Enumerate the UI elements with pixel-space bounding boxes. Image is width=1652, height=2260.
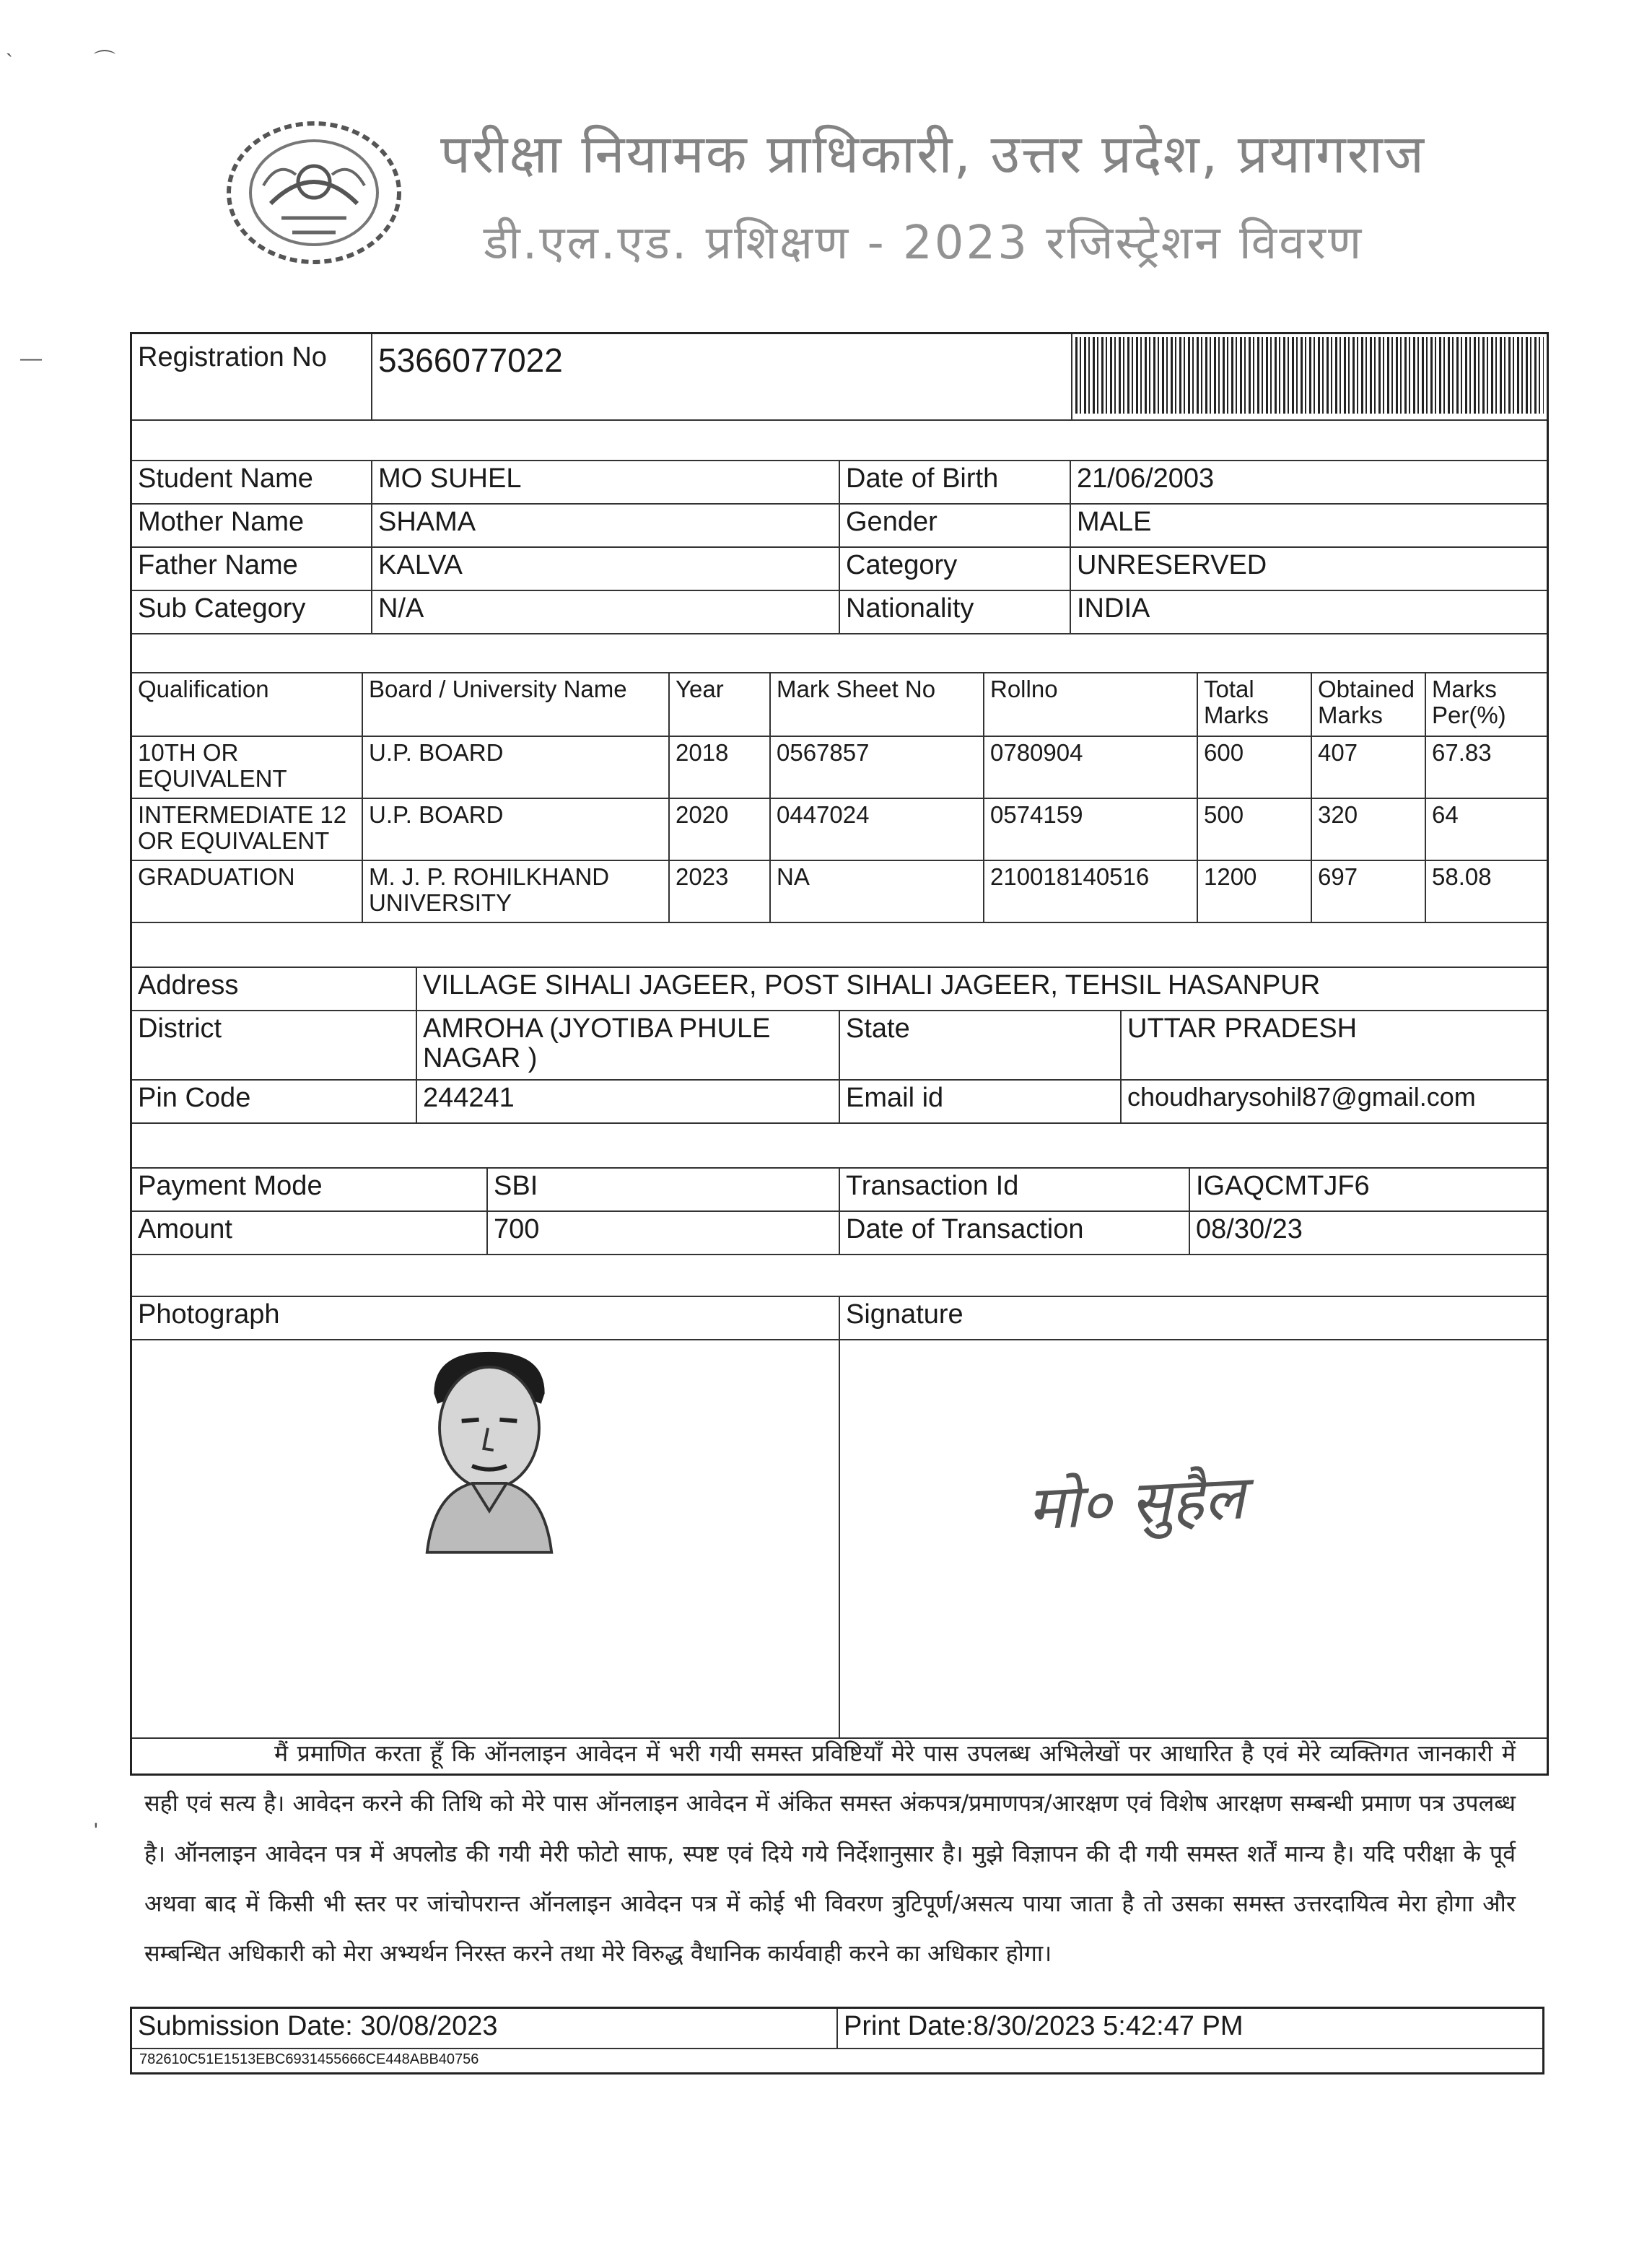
gender-label: Gender bbox=[840, 505, 1071, 546]
father-name-value: KALVA bbox=[372, 548, 840, 590]
qual-col-rollno: Rollno bbox=[984, 673, 1198, 736]
qual-col-total: Total Marks bbox=[1198, 673, 1312, 736]
qual-cell: 0567857 bbox=[771, 737, 984, 798]
table-row bbox=[132, 737, 1547, 799]
category-value: UNRESERVED bbox=[1077, 550, 1267, 580]
payment-row-1 bbox=[132, 1169, 1547, 1212]
district-row bbox=[132, 1011, 1547, 1081]
photograph-label: Photograph bbox=[132, 1297, 840, 1339]
qual-cell: INTERMEDIATE 12 OR EQUIVALENT bbox=[132, 799, 363, 860]
district-value: AMROHA (JYOTIBA PHULE NAGAR ) bbox=[417, 1011, 840, 1079]
state-label: State bbox=[840, 1011, 1122, 1079]
document-hash: 782610C51E1513EBC6931455666CE448ABB40756 bbox=[139, 2051, 479, 2067]
district-label: District bbox=[132, 1011, 417, 1079]
state-emblem-seal bbox=[220, 117, 408, 269]
transaction-date-value: 08/30/23 bbox=[1196, 1214, 1303, 1244]
qualification-header-row bbox=[132, 673, 1547, 737]
signature-cell bbox=[840, 1340, 1547, 1737]
qual-cell: 210018140516 bbox=[984, 861, 1198, 922]
qual-col-year: Year bbox=[670, 673, 771, 736]
document-header bbox=[224, 101, 1508, 303]
qual-cell: 64 bbox=[1432, 801, 1459, 828]
student-name-label: Student Name bbox=[132, 461, 372, 503]
category-label: Category bbox=[840, 548, 1071, 590]
qual-cell: 320 bbox=[1312, 799, 1426, 860]
qual-col-marksheet: Mark Sheet No bbox=[771, 673, 984, 736]
sub-category-label: Sub Category bbox=[132, 591, 372, 633]
transaction-id-value: IGAQCMTJF6 bbox=[1196, 1171, 1370, 1201]
state-value: UTTAR PRADESH bbox=[1127, 1013, 1358, 1044]
submission-date: Submission Date: 30/08/2023 bbox=[132, 2009, 838, 2048]
qual-cell: 0447024 bbox=[771, 799, 984, 860]
spacer-row bbox=[132, 923, 1547, 968]
qual-cell: M. J. P. ROHILKHAND UNIVERSITY bbox=[363, 861, 670, 922]
email-value: choudharysohil87@gmail.com bbox=[1127, 1082, 1476, 1112]
qual-cell: GRADUATION bbox=[132, 861, 363, 922]
qual-cell: 2023 bbox=[670, 861, 771, 922]
transaction-id-label: Transaction Id bbox=[840, 1169, 1190, 1210]
spacer-row bbox=[132, 1124, 1547, 1169]
pin-email-row bbox=[132, 1081, 1547, 1124]
registration-number: 5366077022 bbox=[372, 334, 1072, 419]
qual-cell: NA bbox=[771, 861, 984, 922]
qual-cell: 0780904 bbox=[984, 737, 1198, 798]
qual-cell: 0574159 bbox=[984, 799, 1198, 860]
payment-mode-value: SBI bbox=[488, 1169, 840, 1210]
registration-form bbox=[130, 332, 1549, 1776]
barcode-cell bbox=[1072, 334, 1547, 419]
nationality-label: Nationality bbox=[840, 591, 1071, 633]
spacer-row bbox=[132, 634, 1547, 673]
qual-cell: 58.08 bbox=[1432, 863, 1492, 890]
media-label-row bbox=[132, 1297, 1547, 1340]
qual-cell: 10TH OR EQUIVALENT bbox=[132, 737, 363, 798]
authority-title: परीक्षा नियामक प्राधिकारी, उत्तर प्रदेश, प्रयागराज bbox=[440, 123, 1425, 186]
table-row bbox=[132, 861, 1547, 923]
media-row bbox=[132, 1340, 1547, 1739]
hash-row bbox=[132, 2049, 1542, 2072]
father-name-label: Father Name bbox=[132, 548, 372, 590]
qual-cell: 600 bbox=[1198, 737, 1312, 798]
applicant-photo bbox=[406, 1340, 572, 1557]
amount-value: 700 bbox=[488, 1212, 840, 1254]
student-name-value: MO SUHEL bbox=[372, 461, 840, 503]
email-label: Email id bbox=[840, 1081, 1122, 1122]
qual-cell: 697 bbox=[1312, 861, 1426, 922]
pin-code-value: 244241 bbox=[417, 1081, 840, 1122]
qual-cell: 2020 bbox=[670, 799, 771, 860]
payment-mode-label: Payment Mode bbox=[132, 1169, 488, 1210]
qual-col-board: Board / University Name bbox=[363, 673, 670, 736]
mother-name-label: Mother Name bbox=[132, 505, 372, 546]
photograph-cell bbox=[132, 1340, 840, 1737]
signature-label: Signature bbox=[846, 1299, 963, 1330]
form-subtitle: डी.एल.एड. प्रशिक्षण - 2023 रजिस्ट्रेशन विवरण bbox=[484, 217, 1364, 270]
personal-row-1 bbox=[132, 461, 1547, 505]
address-row bbox=[132, 968, 1547, 1011]
personal-row-3 bbox=[132, 548, 1547, 591]
qual-cell: 500 bbox=[1198, 799, 1312, 860]
applicant-signature: मो० सुहैल bbox=[1026, 1462, 1247, 1544]
table-row bbox=[132, 799, 1547, 861]
mother-name-value: SHAMA bbox=[372, 505, 840, 546]
payment-row-2 bbox=[132, 1212, 1547, 1255]
pin-code-label: Pin Code bbox=[132, 1081, 417, 1122]
transaction-date-label: Date of Transaction bbox=[840, 1212, 1190, 1254]
qual-cell: 407 bbox=[1312, 737, 1426, 798]
amount-label: Amount bbox=[132, 1212, 488, 1254]
qual-cell: 1200 bbox=[1198, 861, 1312, 922]
qual-cell: 67.83 bbox=[1432, 739, 1492, 766]
footer bbox=[130, 2007, 1544, 2074]
dob-label: Date of Birth bbox=[840, 461, 1071, 503]
dob-value: 21/06/2003 bbox=[1077, 463, 1215, 494]
personal-row-4 bbox=[132, 591, 1547, 634]
spacer-row bbox=[132, 421, 1547, 461]
print-date: Print Date:8/30/2023 5:42:47 PM bbox=[844, 2011, 1244, 2041]
registration-label: Registration No bbox=[132, 334, 372, 419]
qual-cell: 2018 bbox=[670, 737, 771, 798]
qual-cell: U.P. BOARD bbox=[363, 799, 670, 860]
gender-value: MALE bbox=[1077, 507, 1152, 537]
nationality-value: INDIA bbox=[1077, 593, 1150, 624]
personal-row-2 bbox=[132, 505, 1547, 548]
registration-row bbox=[132, 334, 1547, 421]
qual-col-qualification: Qualification bbox=[132, 673, 363, 736]
declaration-text: मैं प्रमाणित करता हूँ कि ऑनलाइन आवेदन में भरी गयी समस्त प्रविष्टियाँ मेरे पास उपलब्ध अभिलेखों पर आधारित है एवं मेरे व्यक्तिगत जानकारी में सही एवं सत्य है। आवेदन करने की तिथि को मेरे पास ऑनलाइन आवेदन में अंकित समस्त अंकपत्र/प्रमाणपत्र/आरक्षण एवं विशेष आरक्षण सम्बन्धी प्रमाण पत्र उपलब्ध है। ऑनलाइन आवेदन पत्र में अपलोड की गयी मेरी फोटो साफ, स्पष्ट एवं दिये गये निर्देशानुसार है। मुझे विज्ञापन की दी गयी समस्त शर्तें मान्य है। यदि परीक्षा के पूर्व अथवा बाद में किसी भी स्तर पर जांचोपरान्त ऑनलाइन आवेदन पत्र में कोई भी विवरण त्रुटिपूर्ण/असत्य पाया जाता है तो उसका समस्त उत्तरदायित्व मेरा होगा और सम्बन्धित अधिकारी को मेरा अभ्यर्थन निरस्त करने तथा मेरे विरुद्ध वैधानिक कार्यवाही करने का अधिकार होगा। bbox=[144, 1740, 1516, 1968]
address-value: VILLAGE SIHALI JAGEER, POST SIHALI JAGEER, TEHSIL HASANPUR bbox=[423, 970, 1321, 1000]
qual-col-obtained: Obtained Marks bbox=[1312, 673, 1426, 736]
barcode-graphic bbox=[1075, 337, 1544, 414]
qual-cell: U.P. BOARD bbox=[363, 737, 670, 798]
dates-row bbox=[132, 2009, 1542, 2049]
spacer-row bbox=[132, 1255, 1547, 1297]
qual-col-percent: Marks Per(%) bbox=[1432, 676, 1506, 728]
sub-category-value: N/A bbox=[372, 591, 840, 633]
address-label: Address bbox=[132, 968, 417, 1010]
